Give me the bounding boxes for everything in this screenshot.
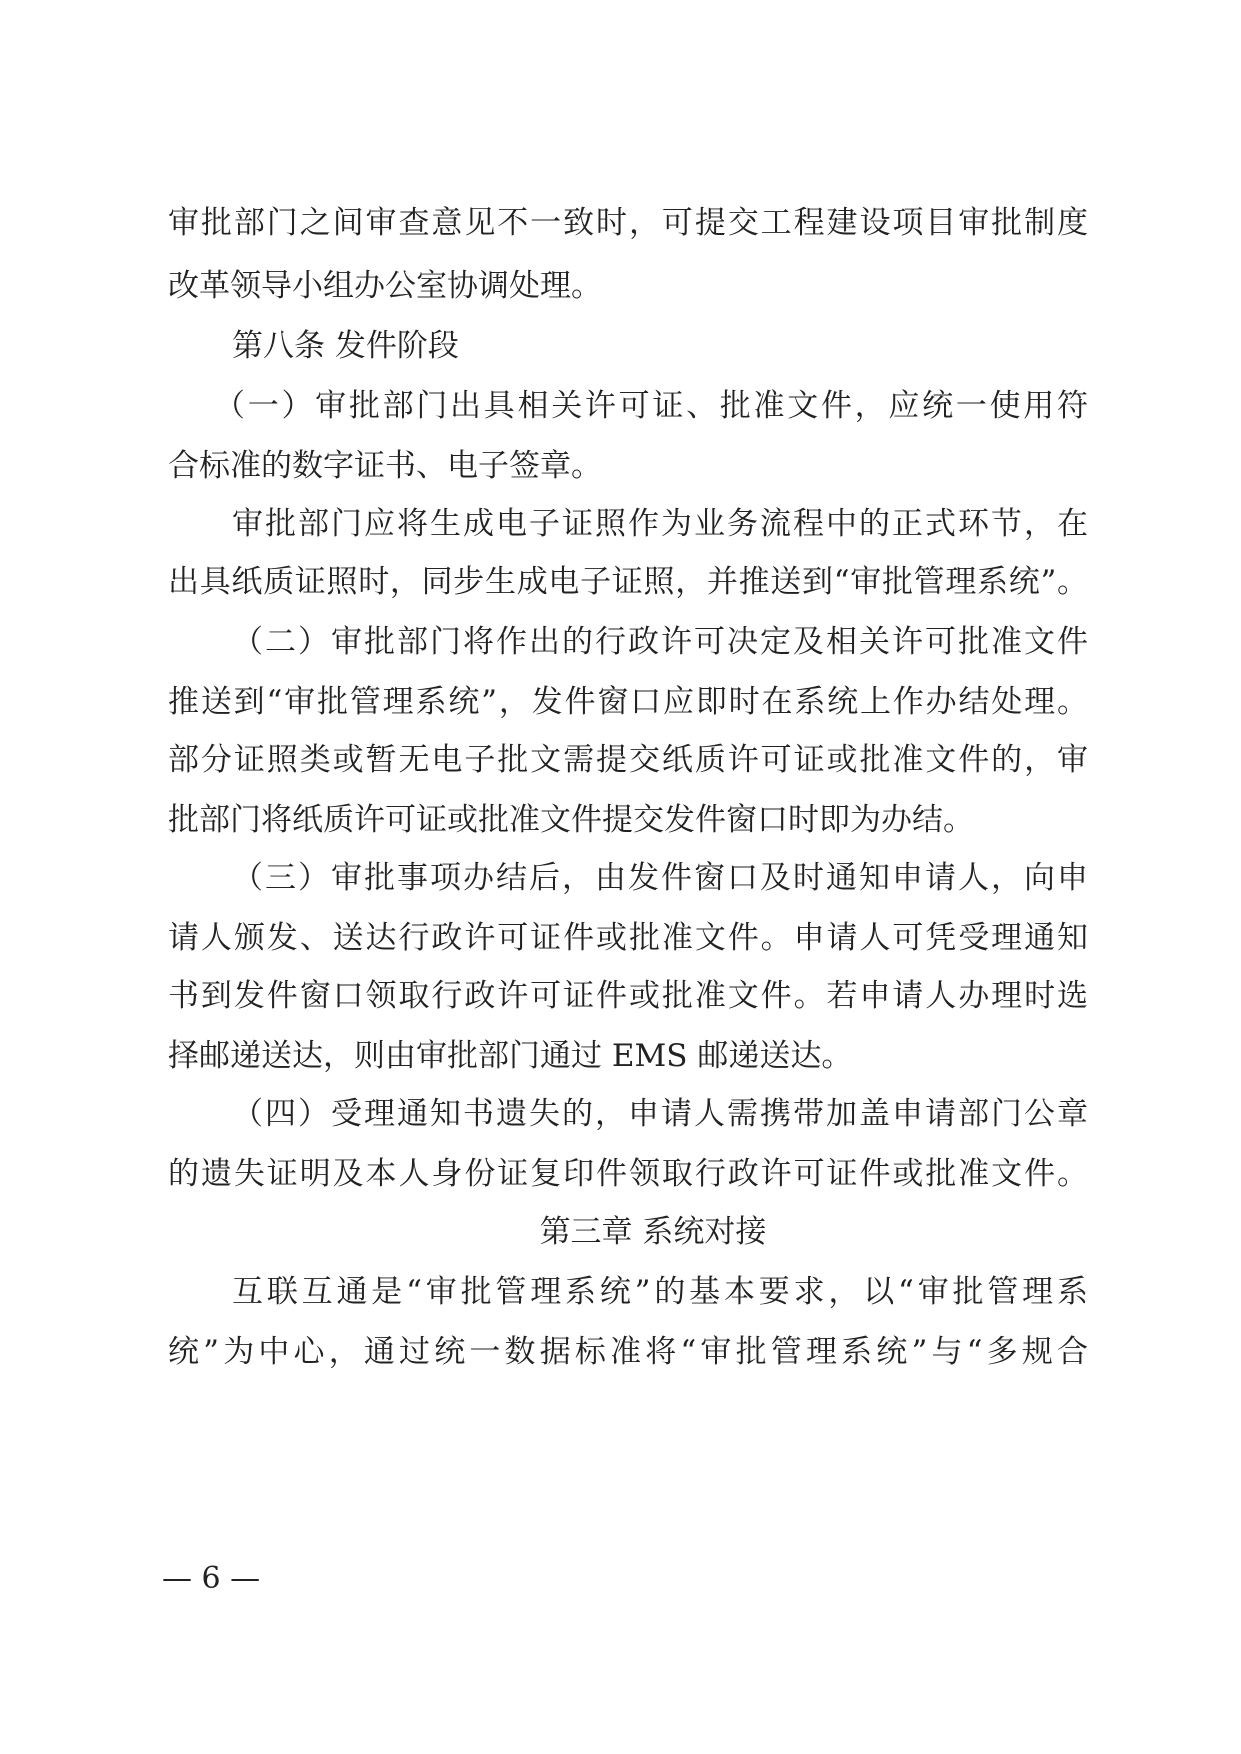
body-line-14: 书到发件窗口领取行政许可证件或批准文件。若申请人办理时选 <box>168 978 1088 1014</box>
body-line-16: （四）受理通知书遗失的，申请人需携带加盖申请部门公章 <box>232 1096 1088 1132</box>
page-number: — 6 — <box>162 1561 261 1596</box>
body-line-7: 出具纸质证照时，同步生成电子证照，并推送到“审批管理系统”。 <box>168 564 1088 600</box>
body-line-9: 推送到“审批管理系统”，发件窗口应即时在系统上作办结处理。 <box>168 684 1088 720</box>
body-line-15: 择邮递送达，则由审批部门通过 EMS 邮递送达。 <box>168 1038 853 1074</box>
body-line-12: （三）审批事项办结后，由发件窗口及时通知申请人，向申 <box>232 860 1088 896</box>
body-line-4: （一）审批部门出具相关许可证、批准文件，应统一使用符 <box>214 388 1088 424</box>
article-heading: 第八条 发件阶段 <box>232 328 459 364</box>
body-line-13: 请人颁发、送达行政许可证件或批准文件。申请人可凭受理通知 <box>168 920 1088 956</box>
body-line-10: 部分证照类或暂无电子批文需提交纸质许可证或批准文件的，审 <box>168 742 1088 778</box>
body-line-5: 合标准的数字证书、电子签章。 <box>168 448 602 484</box>
body-line-2: 改革领导小组办公室协调处理。 <box>168 268 602 304</box>
body-line-1: 审批部门之间审查意见不一致时，可提交工程建设项目审批制度 <box>168 205 1088 241</box>
body-line-20: 统”为中心，通过统一数据标准将“审批管理系统”与“多规合 <box>168 1334 1088 1370</box>
body-line-8: （二）审批部门将作出的行政许可决定及相关许可批准文件 <box>232 624 1088 660</box>
chapter-heading: 第三章 系统对接 <box>539 1214 767 1250</box>
body-line-6: 审批部门应将生成电子证照作为业务流程中的正式环节，在 <box>232 506 1088 542</box>
body-line-19: 互联互通是“审批管理系统”的基本要求，以“审批管理系 <box>232 1274 1088 1310</box>
body-line-17: 的遗失证明及本人身份证复印件领取行政许可证件或批准文件。 <box>168 1156 1088 1192</box>
body-line-11: 批部门将纸质许可证或批准文件提交发件窗口时即为办结。 <box>168 802 974 838</box>
